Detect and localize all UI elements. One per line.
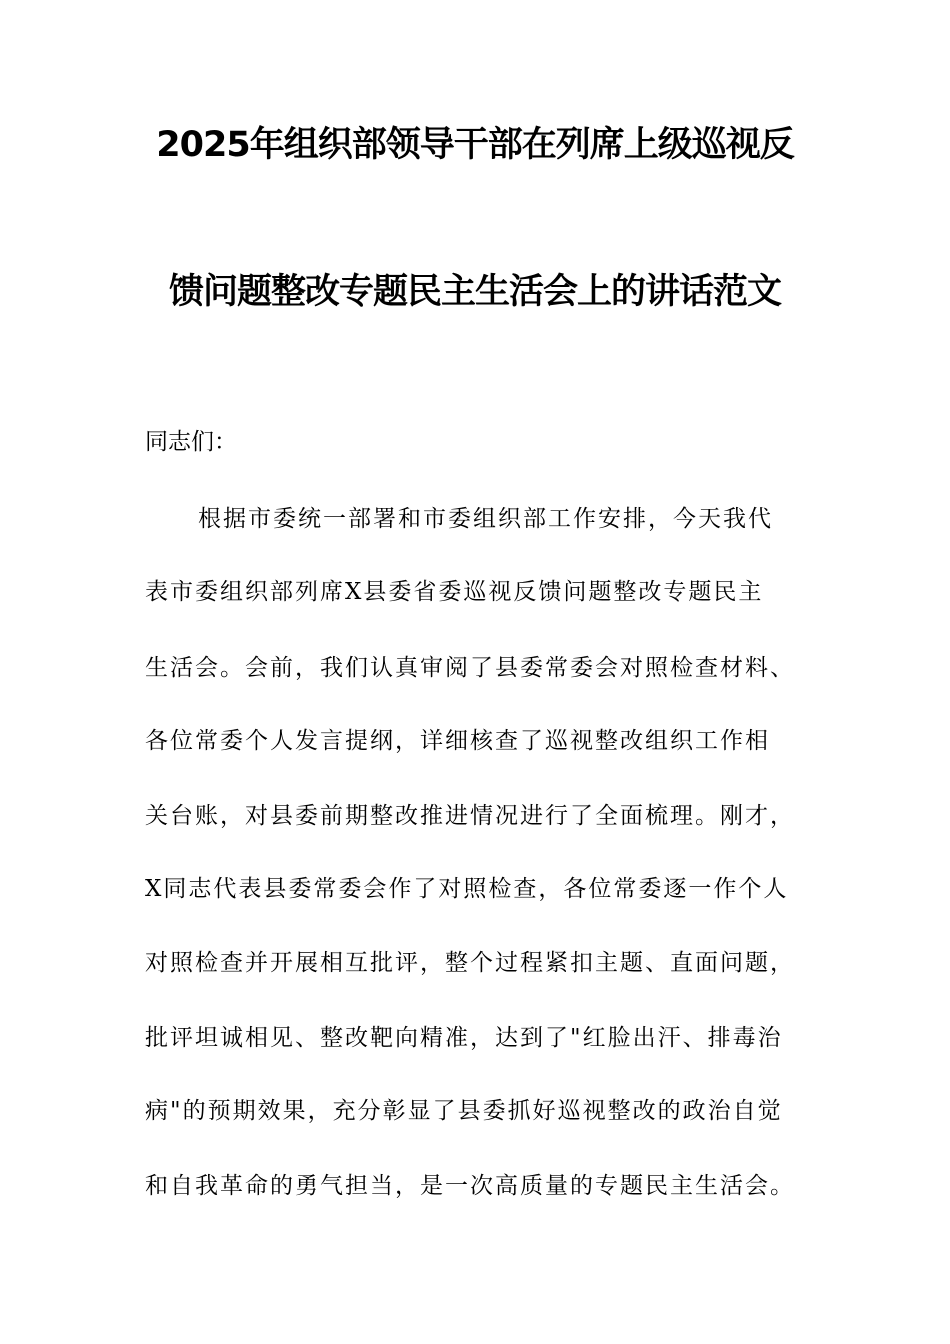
paragraph-line: 批评坦诚相见、整改靶向精准，达到了"红脸出汗、排毒治	[145, 1025, 783, 1051]
paragraph-line: 对照检查并开展相互批评，整个过程紧扣主题、直面问题，	[145, 950, 795, 976]
paragraph-line: 根据市委统一部署和市委组织部工作安排，今天我代	[198, 506, 773, 532]
document-title-line-2: 馈问题整改专题民主生活会上的讲话范文	[168, 272, 781, 312]
paragraph-line: 病"的预期效果，充分彰显了县委抓好巡视整改的政治自觉	[145, 1098, 783, 1124]
paragraph-line: 各位常委个人发言提纲，详细核查了巡视整改组织工作相	[145, 728, 770, 754]
document-title-line-1: 2025年组织部领导干部在列席上级巡视反	[156, 125, 794, 165]
paragraph-line: X同志代表县委常委会作了对照检查，各位常委逐一作个人	[145, 876, 789, 902]
paragraph-line: 表市委组织部列席X县委省委巡视反馈问题整改专题民主	[145, 579, 764, 605]
paragraph-line: 生活会。会前，我们认真审阅了县委常委会对照检查材料、	[145, 655, 795, 681]
greeting: 同志们：	[145, 429, 237, 455]
paragraph-line: 和自我革命的勇气担当，是一次高质量的专题民主生活会。	[145, 1173, 795, 1199]
paragraph-line: 关台账，对县委前期整改推进情况进行了全面梳理。刚才，	[145, 803, 795, 829]
